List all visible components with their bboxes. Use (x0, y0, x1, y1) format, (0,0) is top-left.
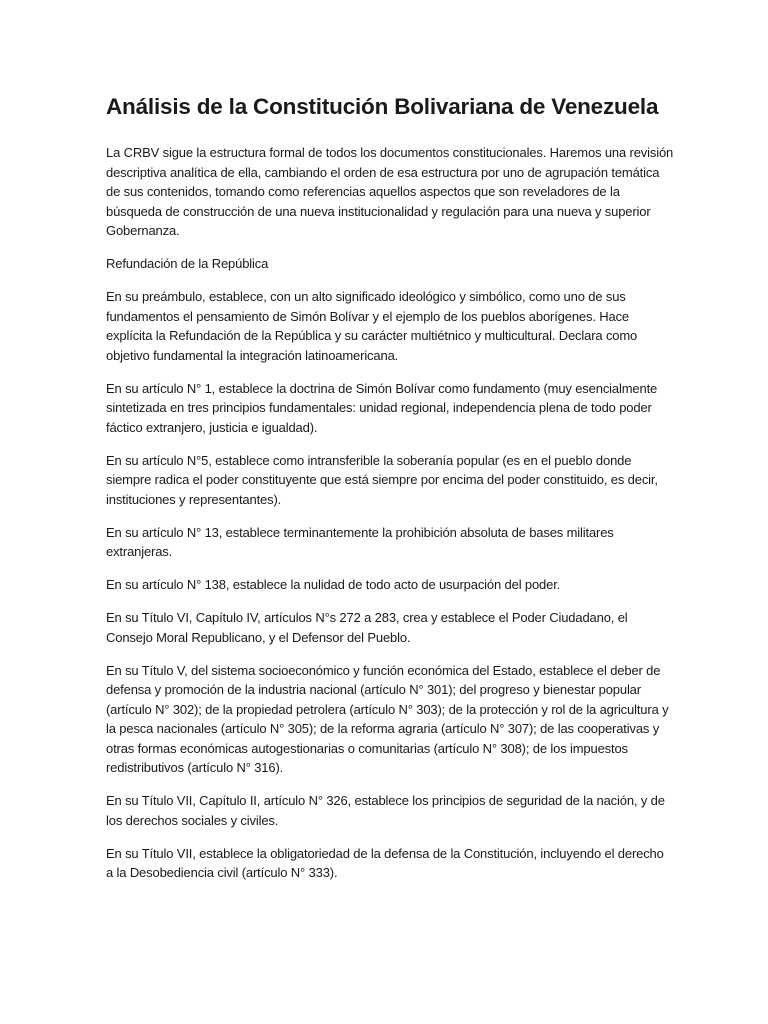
section-heading: Refundación de la República (106, 256, 269, 271)
paragraph-title-vi: En su Título VI, Capítulo IV, artículos N°s 272 a 283, crea y establece el Poder Ciudadano, el Consejo Moral Republicano, y el Defensor del Pueblo. (106, 610, 628, 645)
paragraph-article-5: En su artículo N°5, establece como intransferible la soberanía popular (es en el pueblo donde siempre radica el poder constituyente que está siempre por encima del poder constituido, es decir, instituciones y representantes). (106, 452, 658, 507)
document-title: Análisis de la Constitución Bolivariana de Venezuela (106, 94, 659, 119)
paragraph-title-vii-326: En su Título VII, Capítulo II, artículo N° 326, establece los principios de seguridad de la nación, y de los derechos sociales y civiles. (106, 793, 665, 828)
paragraph-article-1: En su artículo N° 1, establece la doctrina de Simón Bolívar como fundamento (muy esencialmente sintetizada en tres principios fundamentales: unidad regional, independencia plena de todo poder fáctico extranjero, justicia e igualdad). (106, 380, 658, 435)
intro-paragraph: La CRBV sigue la estructura formal de todos los documentos constitucionales. Haremos una revisión descriptiva analítica de ella, cambiando el orden de esa estructura por uno de agrupación temática de sus contenidos, tomando como referencias aquellos aspectos que son reveladores de la búsqueda de construcción de una nueva institucionalidad y regulación para una nueva y superior Gobernanza. (106, 145, 674, 238)
paragraph-preamble: En su preámbulo, establece, con un alto significado ideológico y simbólico, como uno de sus fundamentos el pensamiento de Simón Bolívar y el ejemplo de los pueblos aborígenes. Hace explícita la Refundación de la República y su carácter multiétnico y multicultural. Declara como objetivo fundamental la integración latinoamericana. (106, 289, 638, 363)
paragraph-title-vii-333: En su Título VII, establece la obligatoriedad de la defensa de la Constitución, incluyendo el derecho a la Desobediencia civil (artículo N° 333). (106, 845, 664, 880)
paragraph-article-13: En su artículo N° 13, establece terminantemente la prohibición absoluta de bases militares extranjeras. (106, 524, 614, 559)
paragraph-article-138: En su artículo N° 138, establece la nulidad de todo acto de usurpación del poder. (106, 577, 561, 592)
document-body (106, 93, 674, 896)
paragraph-title-v: En su Título V, del sistema socioeconómico y función económica del Estado, establece el deber de defensa y promoción de la industria nacional (artículo N° 301); del progreso y bienestar popular (artículo N° 302); de la propiedad petrolera (artículo N° 303); de la protección y rol de la agricultura y la pesca nacionales (artículo N° 305); de la reforma agraria (artículo N° 307); de las cooperativas y otras formas económicas autogestionarias o comunitarias (artículo N° 308); de los impuestos redistributivos (artículo N° 316). (106, 662, 669, 775)
